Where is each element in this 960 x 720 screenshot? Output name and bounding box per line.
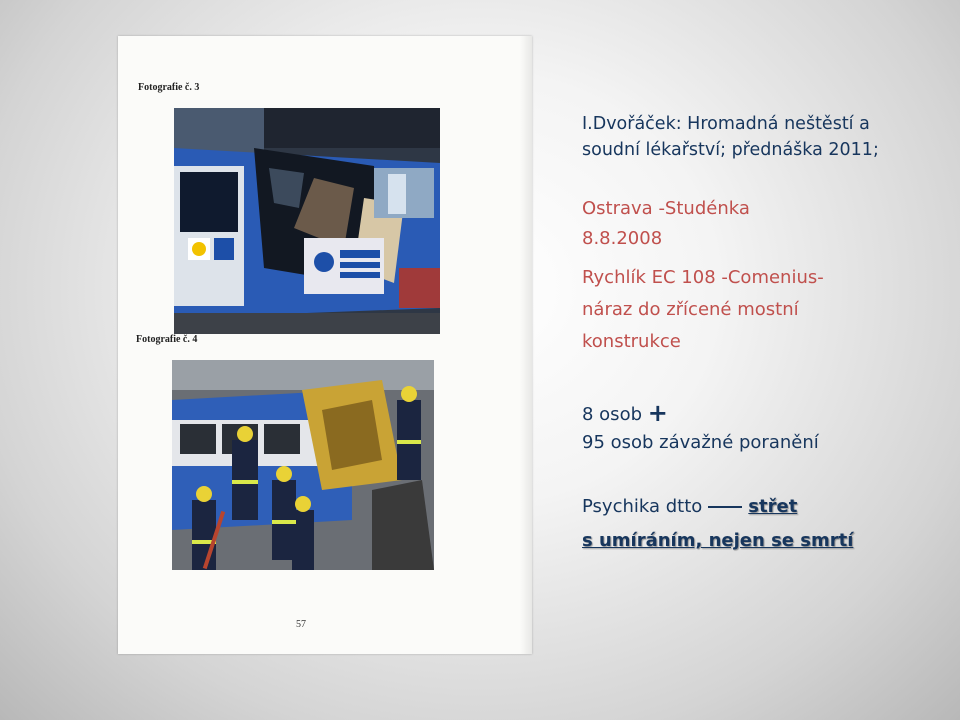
page-number: 57 [296,619,306,630]
train-line-2: náraz do zřícené mostní [582,299,799,320]
train-description [582,262,824,358]
injured-count: 95 osob závažné poranění [582,432,819,453]
plus-sign: + [647,399,668,427]
crash-wreck-illustration [174,108,440,334]
psychology-prefix: Psychika dtto [582,496,703,517]
author-line-1: I.Dvořáček: Hromadná neštěstí a [582,114,870,134]
author-citation [582,111,879,163]
deaths-count [582,398,668,426]
train-line-1: Rychlík EC 108 -Comenius- [582,267,824,288]
scanned-page [118,36,532,654]
crash-wreck-photo [174,108,440,334]
photo4-caption: Fotografie č. 4 [136,334,198,345]
psychology-note [582,496,797,517]
train-line-3: konstrukce [582,331,681,352]
psychology-emphasis: střet [748,496,798,517]
accident-location: Ostrava -Studénka [582,198,750,219]
page-edge-shadow [520,36,532,654]
accident-date: 8.8.2008 [582,228,663,249]
rescue-illustration [172,360,434,570]
photo3-caption: Fotografie č. 3 [138,82,200,93]
dying-note: s umíráním, nejen se smrtí [582,530,854,551]
rescue-firefighters-photo [172,360,434,570]
author-line-2: soudní lékařství; přednáška 2011; [582,140,879,160]
dash-separator [708,506,742,508]
deaths-text: 8 osob [582,404,643,425]
